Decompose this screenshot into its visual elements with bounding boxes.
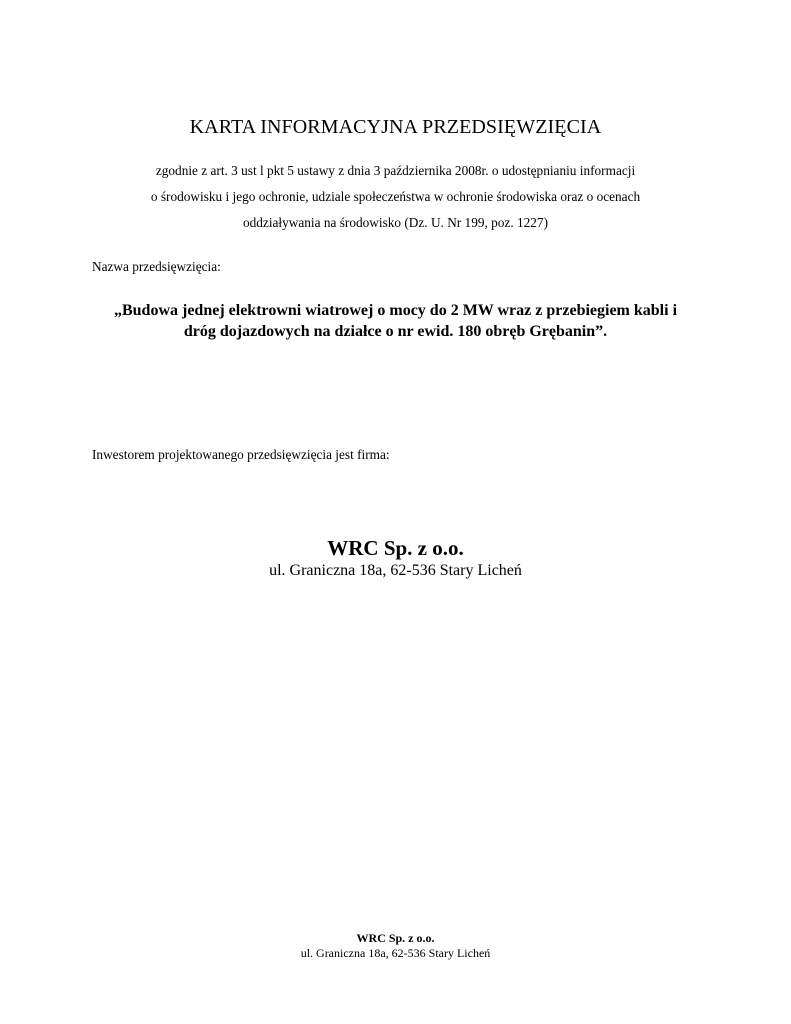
company-block bbox=[0, 536, 791, 582]
legal-basis-line: zgodnie z art. 3 ust l pkt 5 ustawy z dnia 3 października 2008r. o udostępnianiu informacji bbox=[155, 163, 636, 178]
legal-basis-line: o środowisku i jego ochronie, udziale społeczeństwa w ochronie środowiska oraz o ocenach bbox=[150, 189, 641, 204]
project-name-line: „Budowa jednej elektrowni wiatrowej o mocy do 2 MW wraz z przebiegiem kabli i bbox=[113, 302, 678, 319]
investor-label: Inwestorem projektowanego przedsięwzięcia jest firma: bbox=[92, 447, 390, 462]
footer-company-name: WRC Sp. z o.o. bbox=[356, 931, 435, 945]
footer-company-address: ul. Graniczna 18a, 62-536 Stary Licheń bbox=[300, 946, 491, 960]
project-name-line: dróg dojazdowych na działce o nr ewid. 180 obręb Grębanin”. bbox=[183, 323, 608, 340]
project-name-label: Nazwa przedsięwzięcia: bbox=[92, 259, 221, 274]
company-address: ul. Graniczna 18a, 62-536 Stary Licheń bbox=[269, 562, 522, 579]
project-name bbox=[0, 300, 791, 342]
legal-basis bbox=[0, 158, 791, 236]
document-title: KARTA INFORMACYJNA PRZEDSIĘWZIĘCIA bbox=[189, 116, 602, 138]
page-footer bbox=[0, 931, 791, 961]
legal-basis-line: oddziaływania na środowisko (Dz. U. Nr 199, poz. 1227) bbox=[242, 215, 549, 230]
company-name: WRC Sp. z o.o. bbox=[327, 536, 464, 560]
